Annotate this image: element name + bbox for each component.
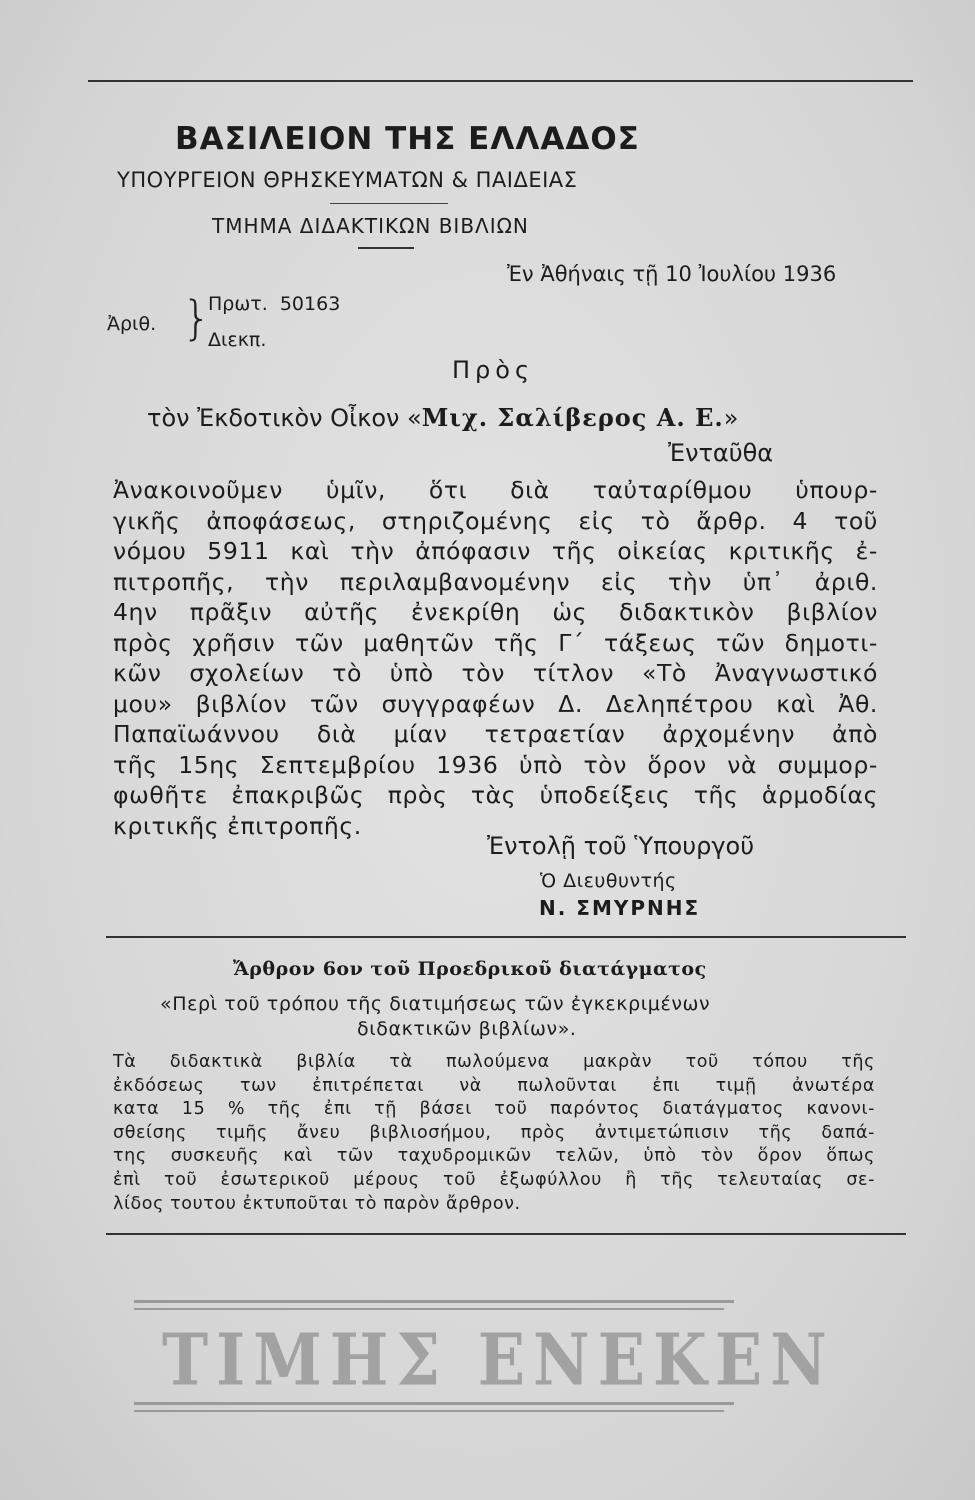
letter-body [113,475,878,841]
article-line: κατα 15 % τῆς ἐπι τῇ βάσει τοῦ παρόντος διατάγματος κανονι- [113,1099,875,1120]
article-subtitle-1: «Περὶ τοῦ τρόπου τῆς διατιμήσεως τῶν ἐγκεκριμένων [160,993,711,1015]
article-line: ἐκδόσεως των ἐπιτρέπεται νὰ πωλοῦνται ἐπι τιμῇ ἀνωτέρα [113,1075,875,1096]
kingdom-heading: ΒΑΣΙΛΕΙΟΝ ΤΗΣ ΕΛΛΑΔΟΣ [175,121,640,157]
ministry-heading: ΥΠΟΥΡΓΕΙΟΝ ΘΡΗΣΚΕΥΜΑΤΩΝ & ΠΑΙΔΕΙΑΣ [117,168,578,192]
article-subtitle-2: διδακτικῶν βιβλίων». [357,1018,577,1040]
article-line: της συσκευῆς καὶ τῶν ταχυδρομικῶν τελῶν, ὑπὸ τὸν ὅρον ὅπως [113,1146,875,1167]
stamp-bar-top-2 [134,1308,724,1310]
top-rule [88,80,913,82]
letter-line: πιτροπῆς, τὴν περιλαμβανομένην εἰς τὴν ὑπ᾽ ἀριθ. [113,567,878,596]
reference-brace: } [182,291,212,345]
article-line: σθείσης τιμῆς ἄνευ βιβλιοσήμου, πρὸς ἀντιμετώπισιν τῆς δαπά- [113,1122,875,1143]
stamp-bar-bottom [134,1402,734,1405]
letter-line: 4ην πρᾶξιν αὐτῆς ἐνεκρίθη ὡς διδακτικὸν βιβλίον [113,598,878,626]
article-top-rule [106,936,906,938]
protocol-label: Πρωτ. [208,293,268,315]
letter-line: κριτικῆς ἐπιτροπῆς. [113,811,362,840]
recipient-location: Ἐνταῦθα [668,439,774,467]
recipient-line [147,403,738,432]
article-line: ἐπὶ τοῦ ἐσωτερικοῦ μέρους τοῦ ἐξωφύλλου ἢ τῆς τελευταίας σε- [113,1169,875,1190]
diekp-label: Διεκπ. [208,329,267,351]
letter-line: κῶν σχολείων τὸ ὑπὸ τὸν τίτλον «Τὸ Ἀναγνωστικό [113,659,878,687]
honor-stamp [134,1298,835,1416]
stamp-bar-bottom-2 [134,1410,724,1412]
letter-line: πρὸς χρῆσιν τῶν μαθητῶν τῆς Γ΄ τάξεως τῶν δημοτι- [113,628,878,657]
recipient-prefix: τὸν Ἐκδοτικὸν Οἶκον « [147,404,422,432]
department-heading: ΤΜΗΜΑ ΔΙΔΑΚΤΙΚΩΝ ΒΙΒΛΙΩΝ [212,214,529,238]
article-line: Τὰ διδακτικὰ βιβλία τὰ πωλούμενα μακρὰν τοῦ τόπου τῆς [113,1052,875,1072]
heading-divider [330,203,448,204]
signature-title: Ὁ Διευθυντής [540,870,677,892]
letter-line: μου» βιβλίον τῶν συγγραφέων Δ. Δεληπέτρου καὶ Ἀθ. [113,689,878,718]
protocol-number: 50163 [279,293,341,315]
stamp-bar-top [134,1300,734,1303]
article-line: λίδος τουτου ἐκτυποῦται τὸ παρὸν ἄρθρον. [113,1193,521,1214]
signature-order: Ἐντολῇ τοῦ Ὑπουργοῦ [487,832,755,860]
signature-name: Ν. ΣΜΥΡΝΗΣ [539,896,701,920]
letter-date: Ἐν Ἀθήναις τῇ 10 Ἰουλίου 1936 [507,262,837,286]
protocol-line [208,293,340,315]
department-divider [358,247,414,249]
to-label: Πρὸς [452,356,535,384]
letter-line: Ἀνακοινοῦμεν ὑμῖν, ὅτι διὰ ταὐταρίθμου ὑπουρ- [113,476,878,504]
letter-line: Παπαϊωάννου διὰ μίαν τετραετίαν ἀρχομένην ἀπὸ [113,720,878,748]
article-title: Ἄρθρον 6ον τοῦ Προεδρικοῦ διατάγματος [233,958,707,980]
publisher-name: Μιχ. Σαλίβερος Α. Ε. [421,403,724,432]
article-bottom-rule [106,1233,906,1235]
reference-label: Ἀριθ. [107,313,157,335]
stamp-text: ΤΙΜΗΣ ΕΝΕΚΕΝ [162,1318,835,1402]
recipient-suffix: » [723,404,739,432]
letter-line: φωθῆτε ἐπακριβῶς πρὸς τὰς ὑποδείξεις τῆς ἁρμοδίας [113,781,878,809]
article-body [113,1051,875,1216]
letter-line: νόμου 5911 καὶ τὴν ἀπόφασιν τῆς οἰκείας κριτικῆς ἐ- [113,537,878,565]
letter-line: τῆς 15ης Σεπτεμβρίου 1936 ὑπὸ τὸν ὅρον νὰ συμμορ- [113,750,878,779]
letter-line: γικῆς ἀποφάσεως, στηριζομένης εἰς τὸ ἄρθρ. 4 τοῦ [113,506,878,535]
